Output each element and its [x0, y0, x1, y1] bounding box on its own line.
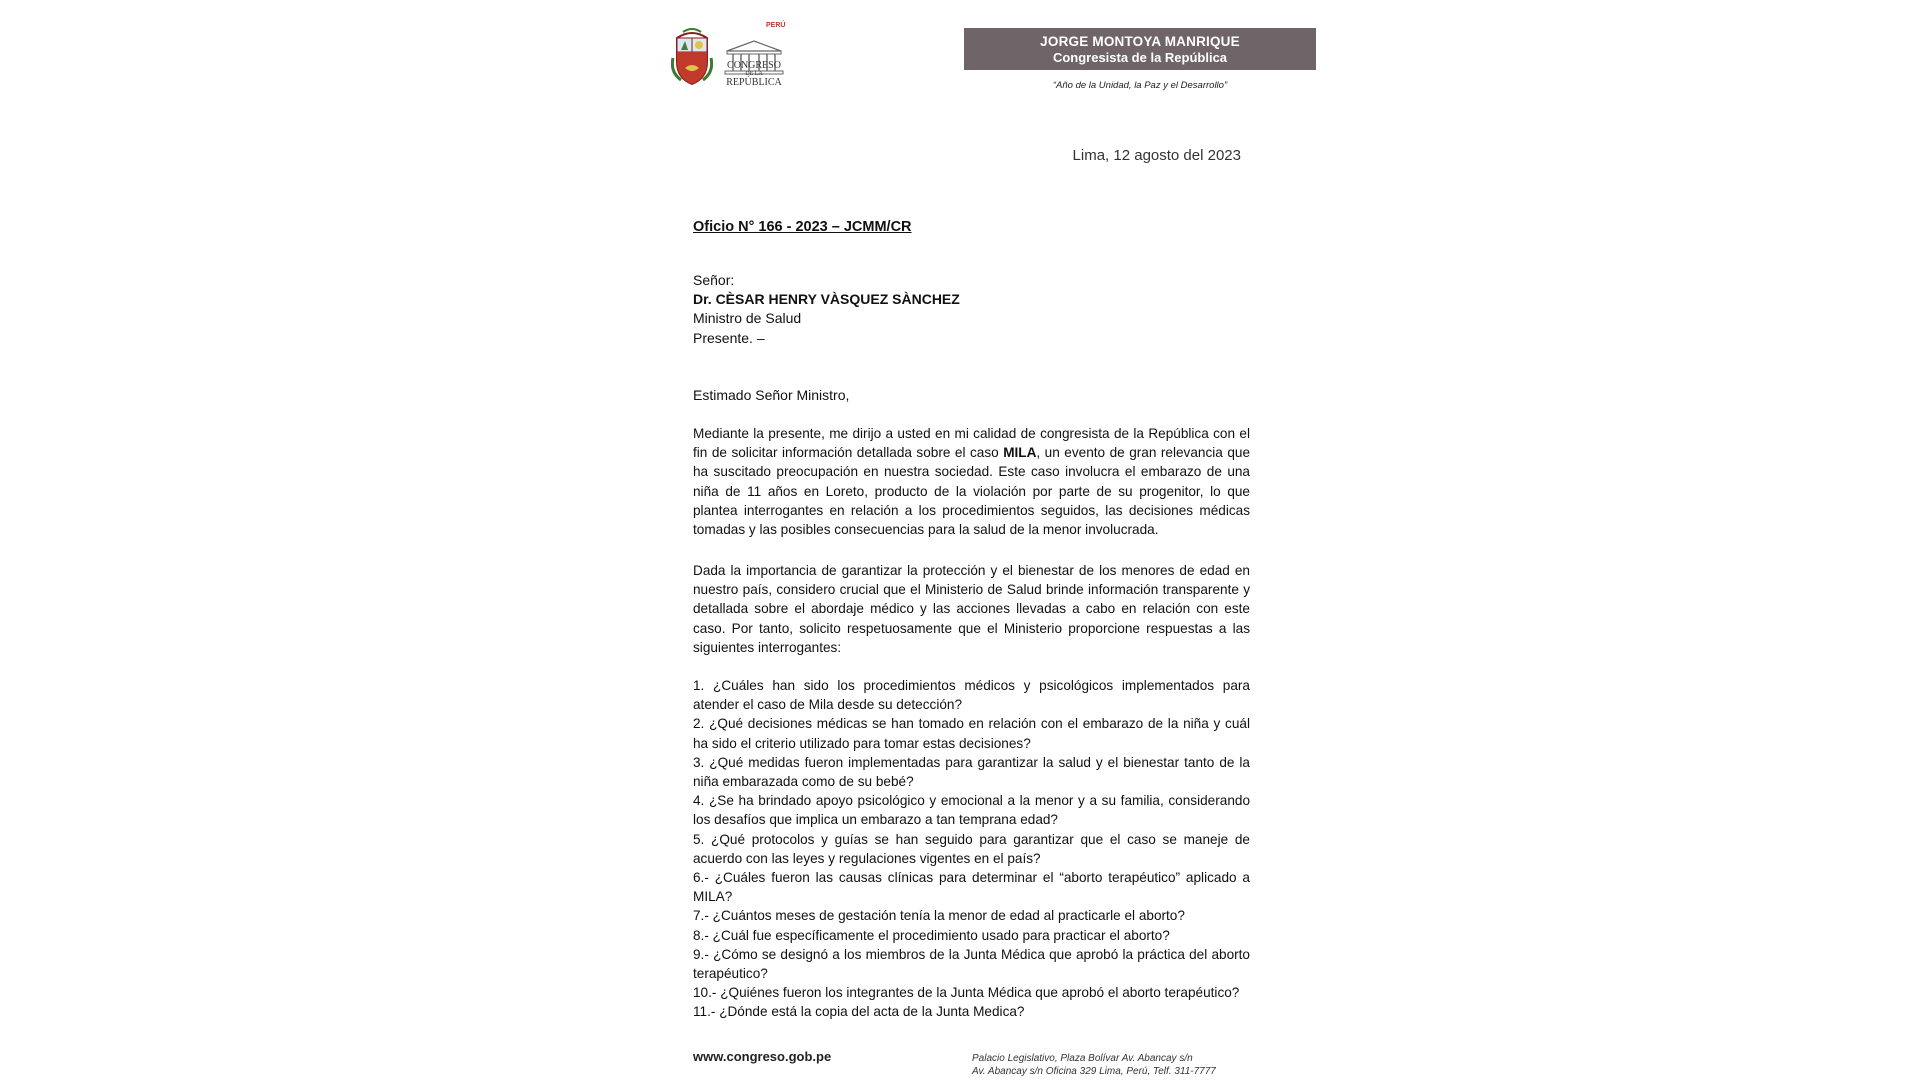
question-item: 4. ¿Se ha brindado apoyo psicológico y emocional a la menor y a su familia, considerando los desafíos que implica un embarazo a tan temprana edad? — [693, 793, 1250, 828]
question-item: 1. ¿Cuáles han sido los procedimientos médicos y psicológicos implementados para atender el caso de Mila desde su detección? — [693, 678, 1250, 713]
question-item: 7.- ¿Cuántos meses de gestación tenía la menor de edad al practicarle el aborto? — [693, 908, 1185, 924]
question-item: 10.- ¿Quiénes fueron los integrantes de la Junta Médica que aprobó el aborto terapéutico? — [693, 985, 1240, 1001]
congressman-name: JORGE MONTOYA MANRIQUE — [1040, 34, 1240, 49]
paragraph-request: Dada la importancia de garantizar la protección y el bienestar de los menores de edad en nuestro país, considero crucial que el Ministerio de Salud brinde información transparente y detallada sobre el abordaje médico y las acciones llevadas a cabo en relación con este caso. Por tanto, solicito respetuosamente que el Ministerio proporcione respuestas a las siguientes interrogantes: — [693, 563, 1250, 655]
paragraph-intro-part2: , un evento de gran relevancia que ha suscitado preocupación en nuestra sociedad. Este caso involucra el embarazo de una niña de 11 años en Loreto, producto de la violación por parte de su progenitor, lo que plantea interrogantes en relación a los procedimientos seguidos, las decisiones médicas tomadas y las posibles consecuencias para la salud de la menor involucrada. — [693, 445, 1251, 538]
footer-address — [972, 1052, 1216, 1078]
question-item: 2. ¿Qué decisiones médicas se han tomado en relación con el embarazo de la niña y cuál ha sido el criterio utilizado para tomar estas decisiones? — [693, 716, 1250, 751]
logo-text-line3: REPÚBLICA — [726, 77, 782, 88]
question-item: 5. ¿Qué protocolos y guías se han seguido para garantizar que el caso se maneje de acuerdo con las leyes y regulaciones vigentes en el país? — [693, 831, 1250, 866]
addressee-presente: Presente. – — [693, 329, 765, 346]
coat-of-arms-icon — [671, 28, 713, 86]
addressee-title: Ministro de Salud — [693, 310, 802, 327]
oficio-number: Oficio N° 166 - 2023 – JCMM/CR — [693, 219, 912, 235]
congressman-role: Congresista de la República — [1052, 50, 1228, 65]
case-name: MILA — [1003, 445, 1037, 461]
paragraph-intro-part1: Mediante la presente, me dirijo a usted en mi calidad de congresista de la República con el fin de solicitar información detallada sobre el caso — [693, 426, 1250, 461]
question-item: 11.- ¿Dónde está la copia del acta de la Junta Medica? — [693, 1004, 1025, 1020]
letter-date: Lima, 12 agosto del 2023 — [1072, 147, 1241, 164]
addressee-name: Dr. CÈSAR HENRY VÀSQUEZ SÀNCHEZ — [693, 291, 960, 308]
paragraph-intro — [693, 424, 1250, 539]
addressee-greeting: Señor: — [693, 272, 735, 288]
footer-address-line1: Palacio Legislativo, Plaza Bolívar Av. Abancay s/n — [972, 1053, 1193, 1064]
question-item: 9.- ¿Cómo se designó a los miembros de la Junta Médica que aprobó la práctica del aborto terapéutico? — [693, 946, 1250, 982]
congressman-name-box — [964, 28, 1316, 70]
peru-tag: PERÚ — [766, 22, 786, 29]
questions-list — [693, 676, 1250, 1022]
footer-address-line2: Av. Abancay s/n Oficina 329 Lima, Perú, Telf. 311-7777 — [972, 1066, 1216, 1077]
footer-website: www.congreso.gob.pe — [693, 1049, 832, 1064]
logo-text-line1: CONGRESO — [727, 60, 781, 71]
logo-group — [671, 22, 791, 92]
salutation: Estimado Señor Ministro, — [693, 387, 850, 403]
year-motto: “Año de la Unidad, la Paz y el Desarrollo” — [1052, 80, 1228, 91]
question-item: 6.- ¿Cuáles fueron las causas clínicas para determinar el “aborto terapéutico” aplicado a MILA? — [693, 870, 1250, 905]
addressee-block — [693, 271, 960, 348]
question-item: 8.- ¿Cuál fue específicamente el procedimiento usado para practicar el aborto? — [693, 927, 1170, 943]
logo-text-line2: DE LA — [745, 71, 763, 77]
question-item: 3. ¿Qué medidas fueron implementadas para garantizar la salud y el bienestar tanto de la niña embarazada como de su bebé? — [693, 754, 1250, 790]
congress-logo-text — [721, 60, 787, 88]
